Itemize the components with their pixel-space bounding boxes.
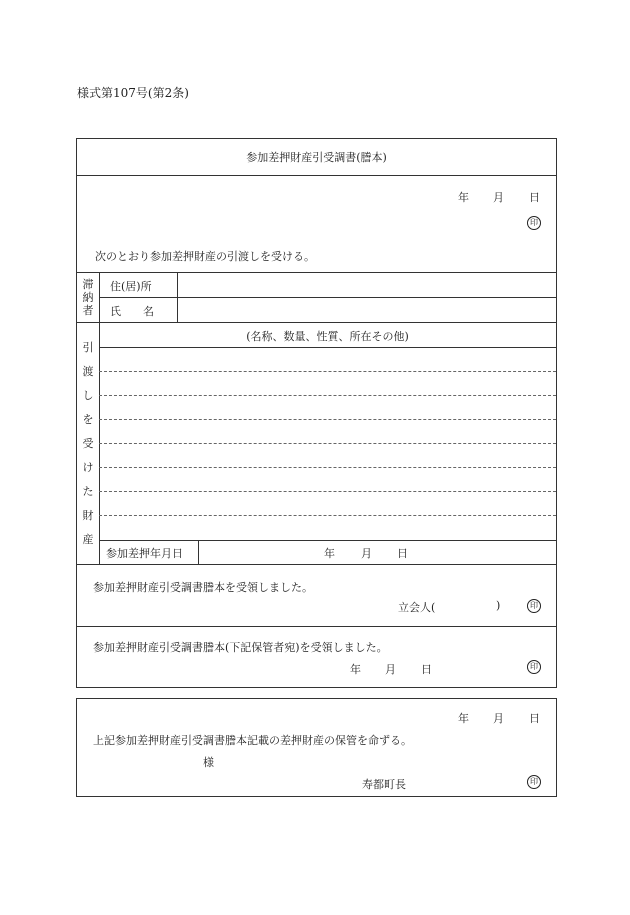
property-row[interactable]: [103, 351, 553, 369]
property-row[interactable]: [103, 495, 553, 513]
witness-statement: 参加差押財産引受調書謄本を受領しました。: [93, 581, 313, 594]
delinquent-group-label: 滞 納 者: [82, 278, 94, 317]
address-label: 住(居)所: [110, 280, 152, 293]
date-month-label: 月: [493, 191, 504, 204]
form-number: 様式第107号(第2条): [77, 86, 189, 100]
property-row[interactable]: [103, 519, 553, 537]
seizure-date-year: 年: [324, 547, 335, 560]
order-date-month: 月: [493, 712, 504, 725]
addressee-suffix: 様: [203, 756, 214, 769]
issuer-title: 寿都町長: [362, 778, 406, 791]
custodian-date-year: 年: [350, 663, 361, 676]
property-header: (名称、数量、性質、所在その他): [246, 330, 409, 343]
form-title: 参加差押財産引受調書(謄本): [246, 151, 387, 164]
witness-close: ): [496, 599, 501, 612]
seizure-date-label: 参加差押年月日: [106, 547, 183, 560]
date-day-label: 日: [529, 191, 540, 204]
property-row[interactable]: [103, 375, 553, 393]
address-field[interactable]: [181, 278, 551, 294]
seal-icon: 印: [527, 599, 541, 613]
custody-order-box: [76, 698, 557, 797]
property-row[interactable]: [103, 447, 553, 465]
property-row[interactable]: [103, 399, 553, 417]
custodian-date-day: 日: [421, 663, 432, 676]
seal-icon: 印: [527, 775, 541, 789]
witness-label: 立会人(: [398, 601, 436, 614]
seal-icon: 印: [527, 660, 541, 674]
property-row[interactable]: [103, 471, 553, 489]
property-row[interactable]: [103, 423, 553, 441]
seizure-date-month: 月: [361, 547, 372, 560]
main-form: [76, 138, 557, 688]
custodian-date-month: 月: [385, 663, 396, 676]
seizure-date-day: 日: [397, 547, 408, 560]
name-field[interactable]: [181, 303, 551, 319]
date-year-label: 年: [458, 191, 469, 204]
order-date-year: 年: [458, 712, 469, 725]
custody-order-statement: 上記参加差押財産引受調書謄本記載の差押財産の保管を命ずる。: [93, 734, 412, 747]
seal-icon: 印: [527, 216, 541, 230]
property-group-label: 引 渡 し を 受 け た 財 産: [82, 341, 94, 546]
custodian-statement: 参加差押財産引受調書謄本(下記保管者宛)を受領しました。: [93, 641, 388, 654]
receipt-statement: 次のとおり参加差押財産の引渡しを受ける。: [95, 250, 315, 263]
name-label: 氏 名: [110, 305, 154, 318]
order-date-day: 日: [529, 712, 540, 725]
